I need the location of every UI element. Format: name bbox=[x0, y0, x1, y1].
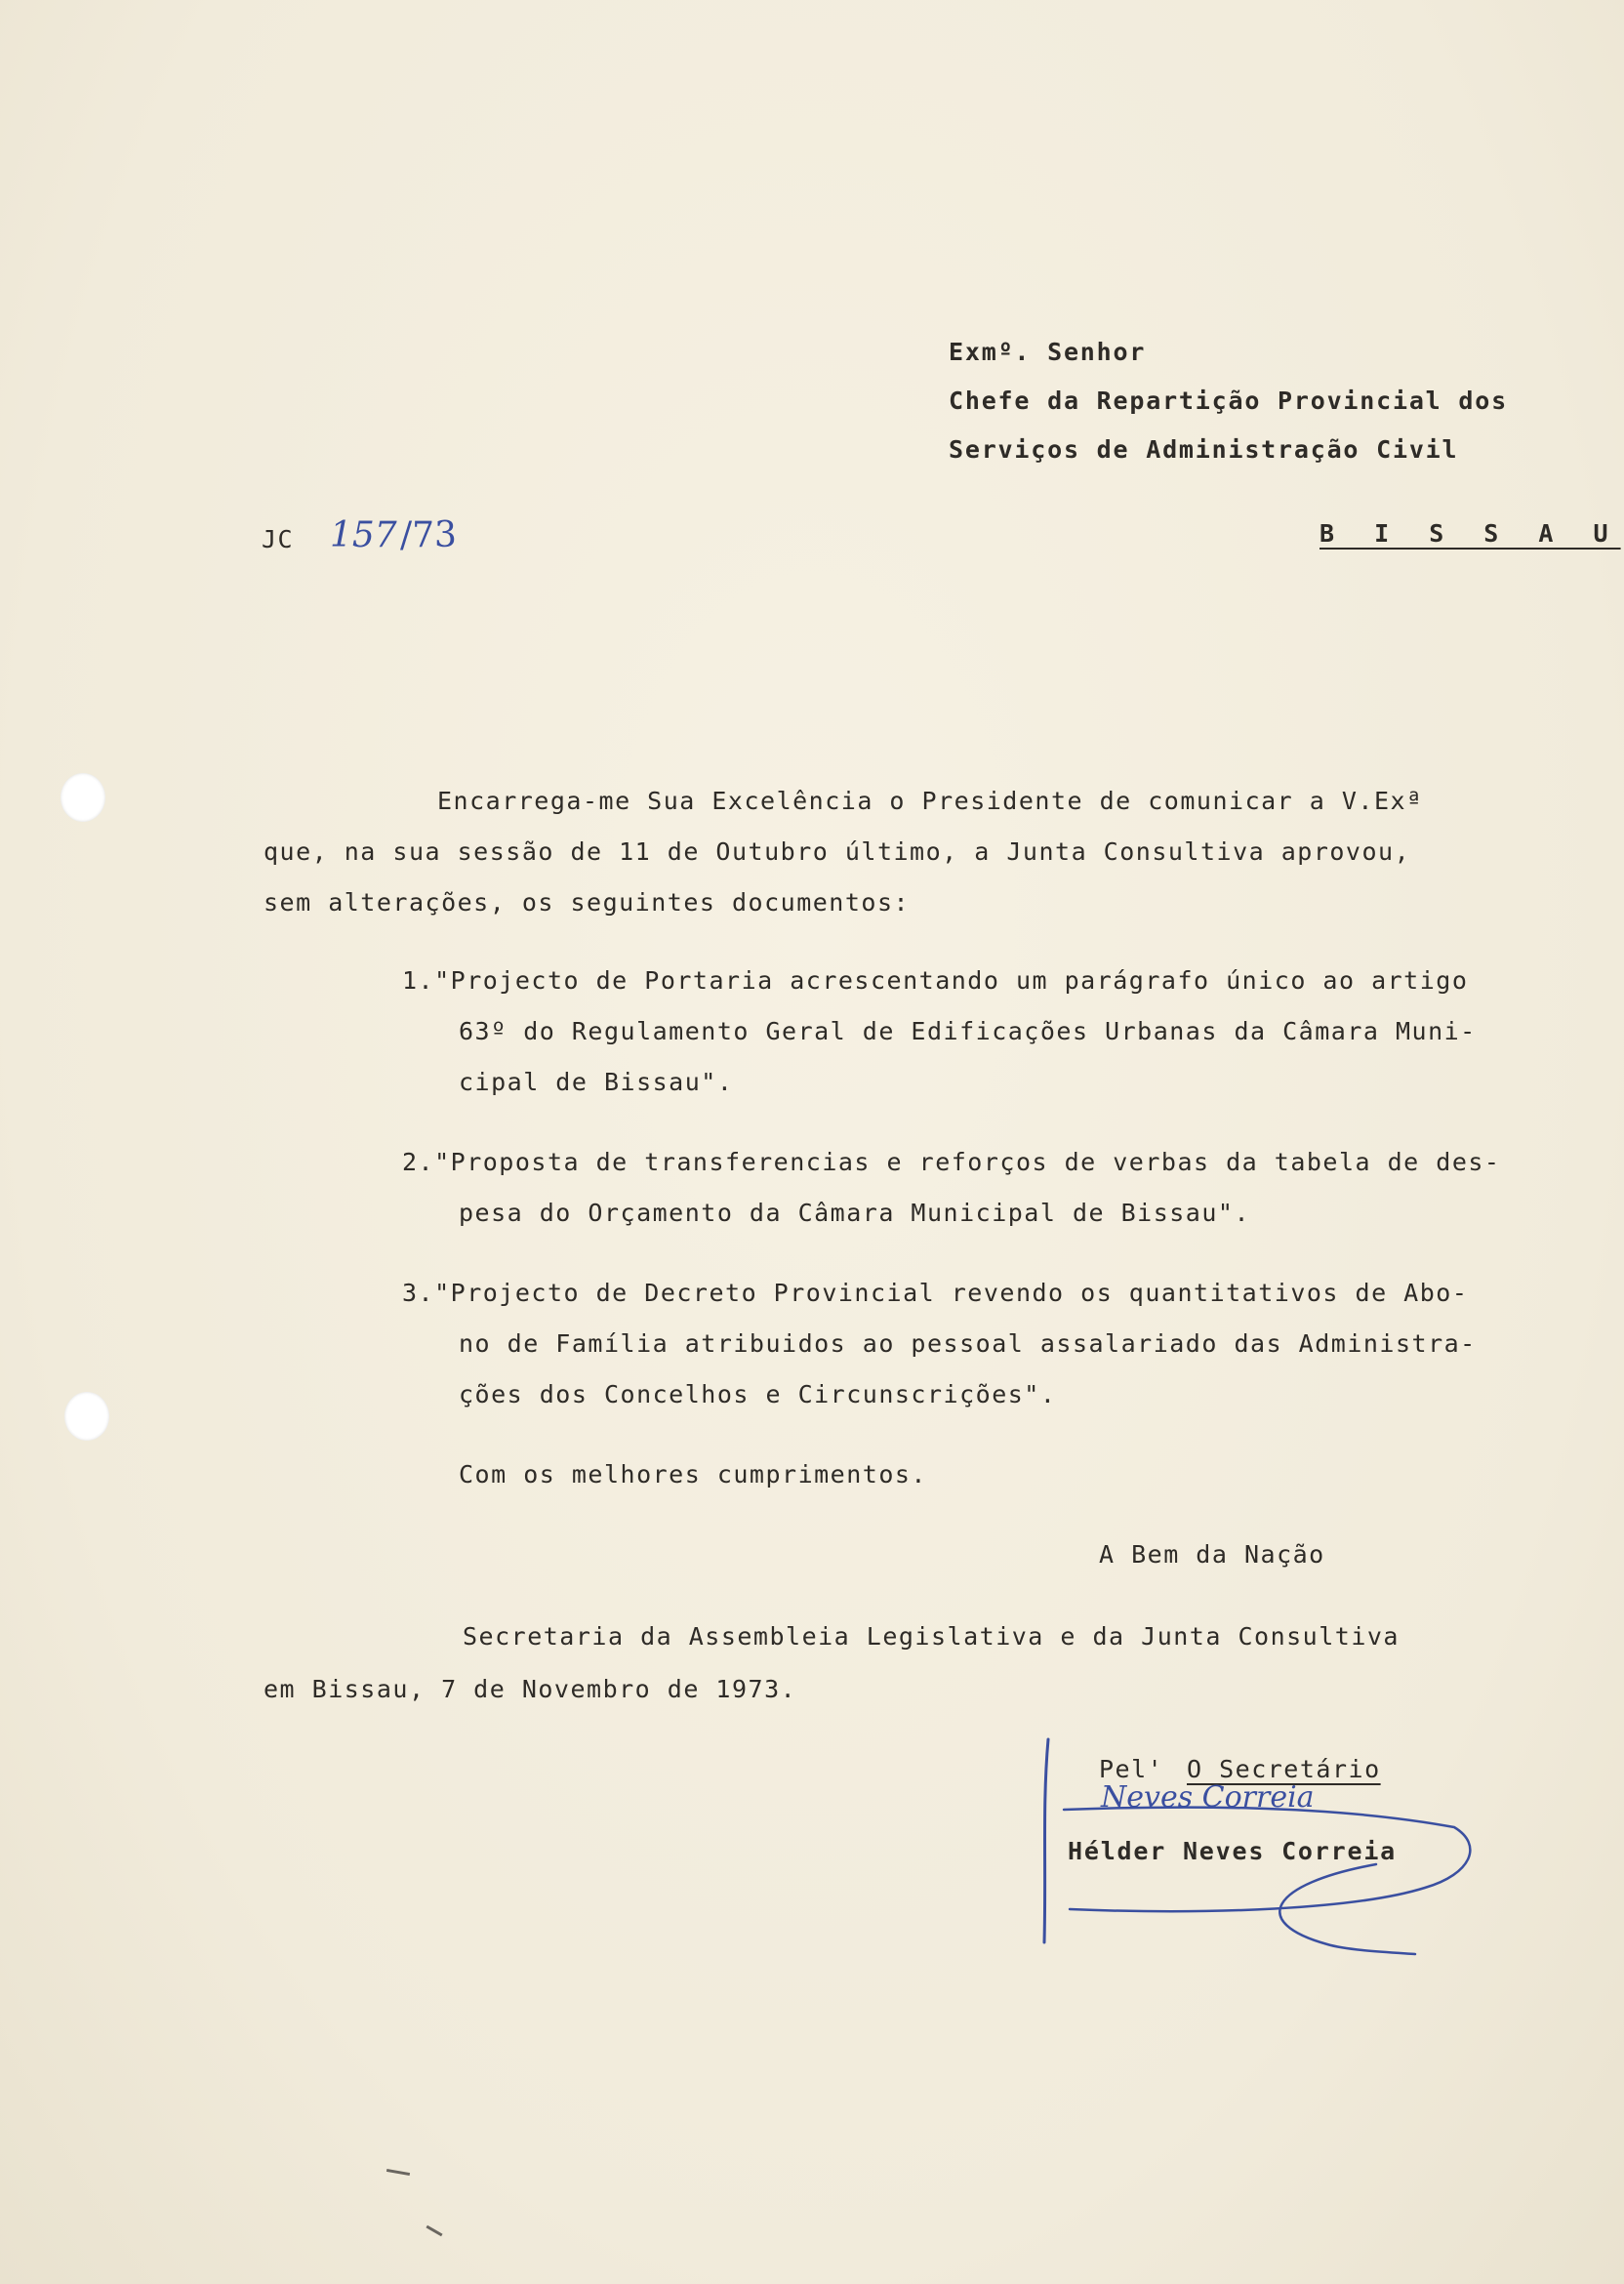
reference-suffix: /73 bbox=[400, 515, 457, 555]
intro-line-1: Encarrega-me Sua Excelência o Presidente de comunicar a V.Exª bbox=[437, 787, 1423, 815]
punch-hole-bottom bbox=[64, 1392, 109, 1441]
signature-title-prefix: Pel' bbox=[1099, 1755, 1164, 1783]
reference-handwritten-number: 157 bbox=[330, 515, 397, 555]
closing-line: Com os melhores cumprimentos. bbox=[459, 1460, 927, 1489]
page-mark bbox=[386, 2169, 410, 2176]
recipient-city: B I S S A U bbox=[1320, 519, 1621, 548]
item-3-line-2: no de Família atribuidos ao pessoal assalariado das Administra- bbox=[459, 1329, 1477, 1358]
intro-line-2: que, na sua sessão de 11 de Outubro último, a Junta Consultiva aprovou, bbox=[264, 837, 1411, 866]
page-mark bbox=[426, 2225, 442, 2237]
item-3-line-3: ções dos Concelhos e Circunscrições". bbox=[459, 1380, 1057, 1408]
signature-title: O Secretário bbox=[1187, 1755, 1381, 1783]
signature-handwritten: Neves Correia bbox=[1101, 1780, 1315, 1815]
place-line-2: em Bissau, 7 de Novembro de 1973. bbox=[264, 1675, 797, 1703]
motto-line: A Bem da Nação bbox=[1099, 1540, 1325, 1569]
reference-prefix: JC bbox=[262, 525, 295, 553]
signature-flourish bbox=[1035, 1728, 1474, 1962]
recipient-line-1: Chefe da Repartição Provincial dos bbox=[949, 387, 1508, 415]
signature-name: Hélder Neves Correia bbox=[1068, 1837, 1398, 1865]
punch-hole-top bbox=[61, 773, 105, 822]
recipient-salutation: Exmº. Senhor bbox=[949, 338, 1147, 366]
item-2-line-2: pesa do Orçamento da Câmara Municipal de Bissau". bbox=[459, 1199, 1251, 1227]
item-1-line-3: cipal de Bissau". bbox=[459, 1068, 734, 1096]
item-1-line-1: 1."Projecto de Portaria acrescentando um parágrafo único ao artigo bbox=[402, 966, 1469, 995]
item-1-line-2: 63º do Regulamento Geral de Edificações Urbanas da Câmara Muni- bbox=[459, 1017, 1477, 1045]
place-line-1: Secretaria da Assembleia Legislativa e da Junta Consultiva bbox=[463, 1622, 1400, 1651]
intro-line-3: sem alterações, os seguintes documentos: bbox=[264, 888, 911, 917]
item-3-line-1: 3."Projecto de Decreto Provincial revendo os quantitativos de Abo- bbox=[402, 1279, 1469, 1307]
item-2-line-1: 2."Proposta de transferencias e reforços de verbas da tabela de des- bbox=[402, 1148, 1501, 1176]
recipient-line-2: Serviços de Administração Civil bbox=[949, 435, 1459, 464]
